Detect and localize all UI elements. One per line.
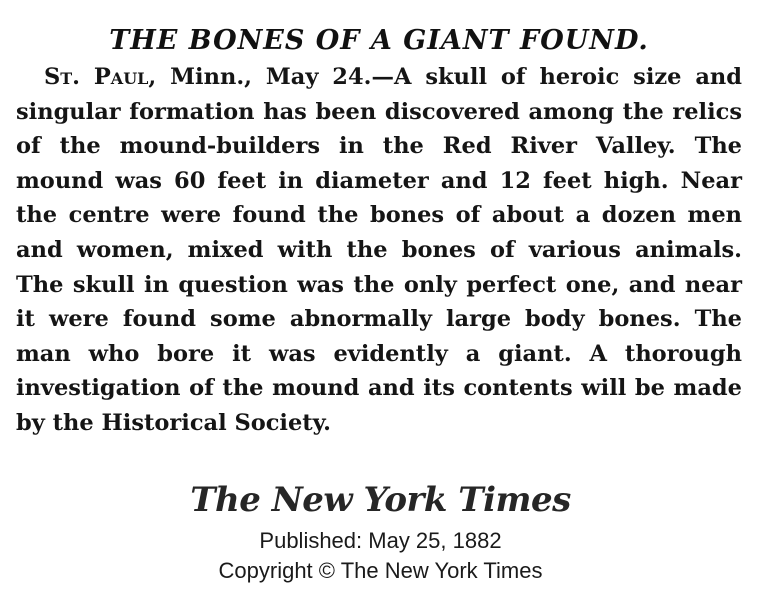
copyright-notice: Copyright © The New York Times bbox=[218, 558, 543, 583]
article-headline: THE BONES OF A GIANT FOUND. bbox=[109, 25, 649, 56]
dateline-rest: , Minn., May 24.— bbox=[148, 64, 394, 90]
article-body-text: A skull of heroic size and singular formation has been discovered among the relics of the mound-builders in the Red River Valley. The mound was 60 feet in diameter and 12 feet high. Near the centre were found the bones of about a dozen men and women, mixed with the bones of various animals. The skull in question was the only perfect one, and near it were found some abnormally large body bones. The man who bore it was evidently a giant. A thorough investigation of the mound and its contents will be made by the Historical Society. bbox=[16, 64, 743, 436]
dateline-city: St. Paul bbox=[44, 64, 149, 90]
published-date: Published: May 25, 1882 bbox=[259, 528, 502, 553]
article-body bbox=[16, 60, 742, 441]
newspaper-masthead: The New York Times bbox=[190, 480, 571, 520]
news-clipping bbox=[16, 24, 742, 441]
source-footer bbox=[0, 478, 761, 586]
article-dateline bbox=[44, 64, 394, 90]
